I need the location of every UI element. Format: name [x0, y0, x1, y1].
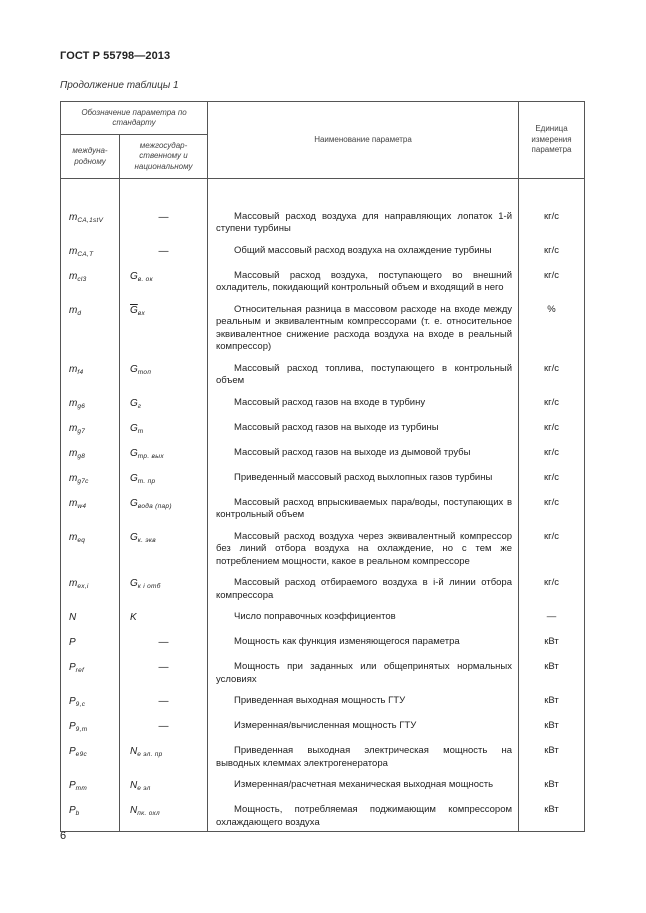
unit-cell — [519, 356, 585, 390]
international-symbol — [61, 713, 120, 738]
parameter-name — [208, 263, 519, 297]
parameter-name-text: Массовый расход воздуха через эквивалентный компрессор без линий отбора воздуха на охлаждение, но с тем же потреблением мощности, какое в реальном компрессоре — [216, 530, 513, 567]
international-symbol — [61, 797, 120, 832]
parameter-name-text: Общий массовый расход воздуха на охлаждение турбины — [234, 244, 492, 256]
international-symbol — [61, 263, 120, 297]
symbol-base: — — [158, 696, 169, 707]
symbol-base: m — [69, 397, 78, 409]
parameter-name — [208, 390, 519, 415]
unit-header: Единица измерения параметра — [519, 102, 585, 179]
international-symbol — [61, 604, 120, 629]
table-row — [61, 772, 585, 797]
symbol-base: $\overline{G}$ — [130, 304, 138, 316]
table-row — [61, 356, 585, 390]
symbol-subscript: g8 — [77, 452, 86, 460]
page-number: 6 — [60, 830, 67, 842]
unit-cell — [519, 738, 585, 772]
symbol-base: P — [69, 780, 76, 791]
symbol-base: m — [69, 211, 78, 223]
parameter-name-text: Измеренная/расчетная механическая выходная мощность — [234, 779, 494, 790]
parameter-name — [208, 629, 519, 654]
symbol-base: m — [69, 497, 78, 509]
parameter-name — [208, 654, 519, 688]
unit-cell — [519, 654, 585, 688]
national-symbol — [120, 465, 208, 490]
symbol-base: G — [130, 447, 138, 459]
symbol-subscript: cl3 — [77, 275, 87, 283]
national-symbol — [120, 604, 208, 629]
parameter-name-text: Массовый расход воздуха, поступающего во внешний охладитель, покидающий контрольный объем и входящий в него — [216, 269, 513, 293]
symbol-base: G — [130, 531, 138, 543]
national-symbol — [120, 297, 208, 356]
table-row — [61, 490, 585, 524]
standard-header: ГОСТ Р 55798—2013 — [60, 50, 171, 62]
table-row — [61, 524, 585, 571]
unit-cell — [519, 440, 585, 465]
unit-text: кг/с — [544, 244, 560, 256]
symbol-subscript: вода (пар) — [137, 502, 172, 510]
symbol-subscript: e эл — [137, 785, 151, 792]
international-symbol — [61, 772, 120, 797]
unit-text: кВт — [544, 720, 559, 731]
parameters-table — [60, 101, 585, 832]
table-row — [61, 797, 585, 832]
international-symbol — [61, 390, 120, 415]
parameter-name — [208, 356, 519, 390]
parameter-name — [208, 440, 519, 465]
symbol-base: N — [130, 780, 138, 791]
symbol-base: — — [158, 637, 169, 648]
symbol-base: m — [69, 578, 78, 589]
national-symbol — [120, 772, 208, 797]
national-symbol — [120, 390, 208, 415]
unit-cell — [519, 772, 585, 797]
unit-text: кг/с — [544, 446, 560, 458]
international-symbol — [61, 440, 120, 465]
international-header: междуна-родному — [61, 135, 120, 179]
international-symbol — [61, 524, 120, 571]
parameter-name-text: Приведенный массовый расход выхлопных газов турбины — [234, 471, 493, 483]
unit-text: кВт — [544, 779, 559, 790]
table-row — [61, 604, 585, 629]
symbol-subscript: ref — [75, 667, 85, 674]
international-symbol — [61, 629, 120, 654]
symbol-subscript: f4 — [77, 368, 84, 376]
symbol-subscript: d — [77, 309, 82, 317]
international-symbol — [61, 297, 120, 356]
symbol-base: P — [69, 746, 76, 757]
table-row — [61, 263, 585, 297]
unit-text: кг/с — [544, 269, 560, 281]
unit-text: кВт — [544, 804, 559, 815]
symbol-subscript: mm — [75, 785, 88, 792]
parameter-name — [208, 713, 519, 738]
unit-cell — [519, 524, 585, 571]
table-row — [61, 297, 585, 356]
parameter-name — [208, 797, 519, 832]
symbol-subscript: т. пр — [137, 477, 156, 485]
parameter-name-text: Массовый расход газов на выходе из турбины — [234, 421, 439, 433]
parameter-name — [208, 204, 519, 238]
unit-text: кг/с — [544, 577, 560, 588]
table-row — [61, 688, 585, 713]
symbol-subscript: ex,i — [77, 583, 89, 590]
unit-text: кг/с — [544, 471, 560, 483]
unit-text: кВт — [544, 695, 559, 706]
unit-cell — [519, 688, 585, 713]
table-row — [61, 629, 585, 654]
unit-text: кВт — [544, 745, 559, 756]
interstate-header: межгосудар-ственному и национальному — [120, 135, 208, 179]
international-symbol — [61, 465, 120, 490]
unit-text: кг/с — [544, 362, 560, 374]
symbol-base: P — [69, 662, 76, 673]
symbol-base: N — [130, 746, 138, 757]
symbol-base: G — [130, 497, 138, 509]
national-symbol — [120, 490, 208, 524]
table-row — [61, 570, 585, 604]
symbol-subscript: пк. охл — [137, 810, 160, 817]
symbol-base: P — [69, 696, 76, 707]
table-row — [61, 238, 585, 263]
unit-text: кг/с — [544, 421, 560, 433]
unit-text: кг/с — [544, 530, 560, 542]
national-symbol — [120, 356, 208, 390]
symbol-base: m — [69, 363, 78, 375]
parameter-name — [208, 524, 519, 571]
symbol-base: m — [69, 270, 78, 282]
parameter-name-text: Массовый расход впрыскиваемых пара/воды, поступающих в контрольный объем — [216, 496, 513, 520]
symbol-base: — — [158, 245, 169, 257]
national-symbol — [120, 415, 208, 440]
symbol-subscript: CA,T — [77, 250, 94, 258]
symbol-subscript: 9,m — [75, 726, 88, 733]
parameter-name — [208, 297, 519, 356]
symbol-base: G — [130, 578, 138, 589]
national-symbol — [120, 238, 208, 263]
national-symbol — [120, 654, 208, 688]
table-row — [61, 415, 585, 440]
symbol-base: m — [69, 531, 78, 543]
national-symbol — [120, 263, 208, 297]
symbol-base: G — [130, 422, 138, 434]
symbol-subscript: g6 — [77, 402, 86, 410]
parameter-name — [208, 738, 519, 772]
symbol-subscript: в. ок — [137, 275, 153, 283]
unit-cell — [519, 390, 585, 415]
unit-cell — [519, 490, 585, 524]
table-row — [61, 440, 585, 465]
unit-text: кг/с — [544, 496, 560, 508]
national-symbol — [120, 688, 208, 713]
parameter-name-text: Мощность как функция изменяющегося параметра — [234, 636, 460, 647]
unit-cell — [519, 797, 585, 832]
parameter-name-text: Массовый расход газов на входе в турбину — [234, 396, 426, 408]
international-symbol — [61, 570, 120, 604]
national-symbol — [120, 570, 208, 604]
international-symbol — [61, 738, 120, 772]
unit-text: % — [547, 303, 556, 315]
symbol-base: G — [130, 397, 138, 409]
unit-text: кВт — [544, 636, 559, 647]
symbol-subscript: CA,1stV — [77, 216, 104, 224]
name-header: Наименование параметра — [208, 102, 519, 179]
table-row — [61, 713, 585, 738]
symbol-subscript: к i отб — [137, 583, 161, 590]
symbol-base: G — [130, 472, 138, 484]
national-symbol — [120, 738, 208, 772]
symbol-base: — — [158, 662, 169, 673]
parameter-name — [208, 415, 519, 440]
spacer-row — [61, 179, 585, 204]
parameter-name — [208, 604, 519, 629]
table-row — [61, 204, 585, 238]
symbol-base: — — [158, 721, 169, 732]
parameter-name-text: Массовый расход газов на выходе из дымовой трубы — [234, 446, 471, 458]
unit-text: кг/с — [544, 396, 560, 408]
parameter-name-text: Массовый расход топлива, поступающего в контрольный объем — [216, 362, 513, 386]
symbol-subscript: 9,c — [75, 701, 86, 708]
symbol-base: K — [130, 612, 137, 623]
symbol-base: P — [69, 637, 76, 648]
international-symbol — [61, 654, 120, 688]
international-symbol — [61, 238, 120, 263]
symbol-subscript: w4 — [77, 502, 87, 510]
symbol-subscript: b — [75, 810, 80, 817]
international-symbol — [61, 688, 120, 713]
unit-cell — [519, 297, 585, 356]
table-body — [61, 179, 585, 832]
unit-cell — [519, 204, 585, 238]
parameter-name — [208, 490, 519, 524]
symbol-base: P — [69, 721, 76, 732]
international-symbol — [61, 204, 120, 238]
unit-text: кг/с — [544, 210, 560, 222]
unit-text: — — [546, 611, 557, 622]
symbol-base: P — [69, 805, 76, 816]
parameter-name-text: Приведенная выходная мощность ГТУ — [234, 695, 406, 706]
symbol-base: m — [69, 472, 78, 484]
symbol-base: m — [69, 304, 78, 316]
symbol-subscript: e9c — [75, 751, 88, 758]
symbol-base: m — [69, 245, 78, 257]
symbol-subscript: g7 — [77, 427, 86, 435]
parameter-name-text: Относительная разница в массовом расходе на входе между реальным и эквивалентным компрессорами (т. е. относительное эквивалентное снижение расхода воздуха на входе в реальный компрессор) — [216, 303, 513, 352]
unit-cell — [519, 263, 585, 297]
national-symbol — [120, 713, 208, 738]
parameter-name-text: Массовый расход отбираемого воздуха в i-й линии отбора компрессора — [216, 577, 513, 601]
symbol-base: G — [130, 270, 138, 282]
designation-header: Обозначение параметра по стандарту — [61, 102, 208, 135]
table-caption: Продолжение таблицы 1 — [60, 80, 179, 91]
unit-cell — [519, 570, 585, 604]
national-symbol — [120, 524, 208, 571]
parameter-name — [208, 688, 519, 713]
symbol-base: m — [69, 447, 78, 459]
parameter-name — [208, 465, 519, 490]
table-row — [61, 465, 585, 490]
table-row — [61, 654, 585, 688]
symbol-subscript: топ — [137, 368, 152, 376]
unit-cell — [519, 713, 585, 738]
symbol-subscript: e эл. пр — [137, 751, 163, 758]
symbol-subscript: eq — [77, 536, 86, 544]
international-symbol — [61, 490, 120, 524]
national-symbol — [120, 629, 208, 654]
parameter-name-text: Мощность, потребляемая поджимающим компрессором охлаждающего воздуха — [216, 804, 513, 828]
symbol-subscript: т — [137, 427, 144, 435]
symbol-base: N — [69, 612, 77, 623]
international-symbol — [61, 415, 120, 440]
symbol-base: — — [158, 211, 169, 223]
parameter-name-text: Число поправочных коэффициентов — [234, 611, 396, 622]
symbol-subscript: к. экв — [137, 536, 156, 544]
national-symbol — [120, 797, 208, 832]
unit-cell — [519, 629, 585, 654]
unit-cell — [519, 415, 585, 440]
parameter-name — [208, 772, 519, 797]
unit-cell — [519, 238, 585, 263]
symbol-base: N — [130, 805, 138, 816]
parameter-name-text: Мощность при заданных или общепринятых нормальных условиях — [216, 661, 513, 685]
symbol-subscript: г — [137, 402, 142, 410]
parameter-name-text: Измеренная/вычисленная мощность ГТУ — [234, 720, 417, 731]
international-symbol — [61, 356, 120, 390]
unit-text: кВт — [544, 661, 559, 672]
unit-cell — [519, 604, 585, 629]
symbol-subscript: вх — [137, 309, 146, 317]
table-row — [61, 738, 585, 772]
parameter-name-text: Приведенная выходная электрическая мощность на выводных клеммах электрогенератора — [216, 745, 513, 769]
symbol-base: G — [130, 363, 138, 375]
parameter-name-text: Массовый расход воздуха для направляющих лопаток 1-й ступени турбины — [216, 210, 513, 234]
symbol-base: m — [69, 422, 78, 434]
table-row — [61, 390, 585, 415]
parameter-name — [208, 238, 519, 263]
symbol-subscript: тр. вых — [137, 452, 164, 460]
national-symbol — [120, 204, 208, 238]
national-symbol — [120, 440, 208, 465]
parameter-name — [208, 570, 519, 604]
symbol-subscript: g7c — [77, 477, 89, 485]
unit-cell — [519, 465, 585, 490]
